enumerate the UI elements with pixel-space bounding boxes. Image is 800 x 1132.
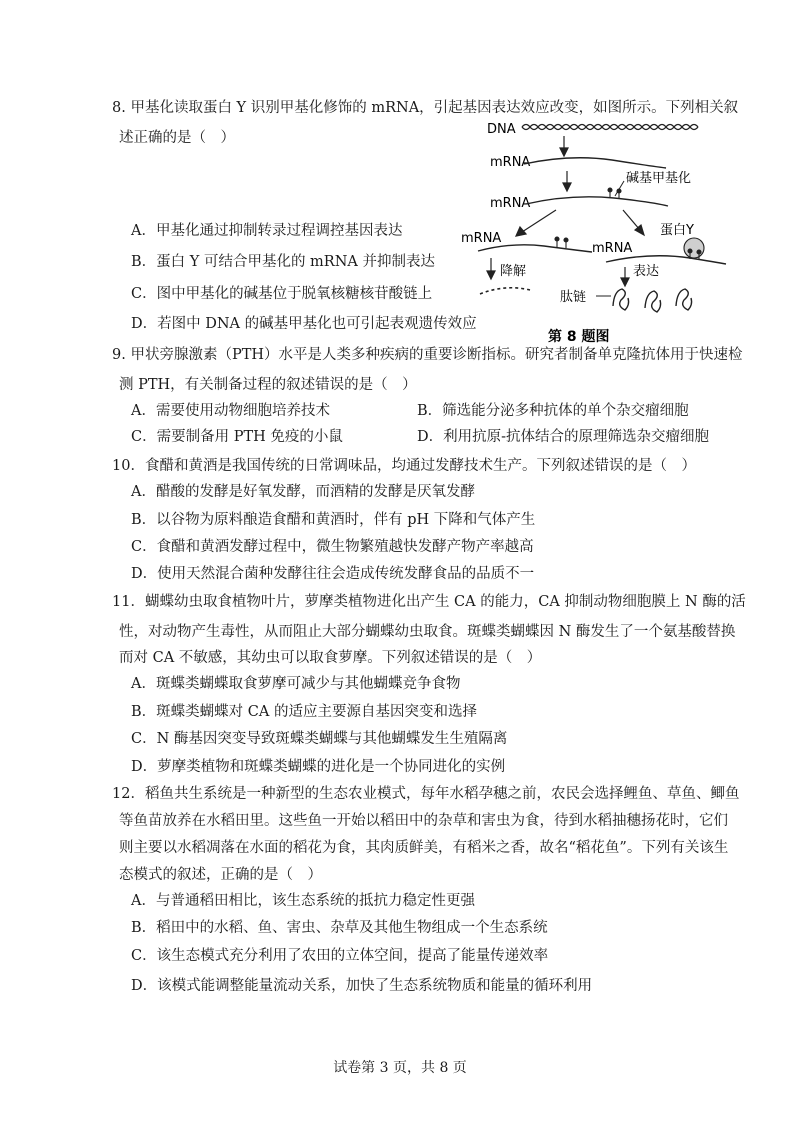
figure-caption: 第 8 题图 <box>548 329 610 345</box>
q11-stem-line3: 而对 CA 不敏感，其幼虫可以取食萝摩。下列叙述错误的是（ ） <box>119 650 542 666</box>
q11-option-c: C．N 酶基因突变导致斑蝶类蝴蝶与其他蝴蝶发生生殖隔离 <box>131 731 508 747</box>
q8-stem-line2: 述正确的是（ ） <box>119 130 235 146</box>
arrow-degradation <box>487 258 495 279</box>
q12-stem-line2: 等鱼苗放养在水稻田里。这些鱼一开始以稻田中的杂草和害虫为食，待到水稻抽穗扬花时，它们 <box>119 813 728 829</box>
q10-option-a: A．醋酸的发酵是好氧发酵，而酒精的发酵是厌氧发酵 <box>131 484 475 500</box>
q10-option-c: C．食醋和黄酒发酵过程中，微生物繁殖越快发酵产物产率越高 <box>131 539 534 555</box>
peptide-chain-icon <box>613 289 692 312</box>
methylation-label: 碱基甲基化 <box>626 171 692 186</box>
q8-option-b: B．蛋白 Y 可结合甲基化的 mRNA 并抑制表达 <box>131 254 435 270</box>
q12-stem-line3: 则主要以水稻凋落在水面的稻花为食，其肉质鲜美，有稻米之香，故名“稻花鱼”。下列有关该生 <box>119 840 729 856</box>
mrna-label-2: mRNA <box>490 196 531 211</box>
dna-helix <box>522 125 698 130</box>
mrna-strand-1 <box>524 158 666 168</box>
q12-option-c: C．该生态模式充分利用了农田的立体空间，提高了能量传递效率 <box>131 948 549 964</box>
q8-stem-line1: 8. 甲基化读取蛋白 Y 识别甲基化修饰的 mRNA，引起基因表达效应改变，如图所示。下列相关叙 <box>112 100 739 116</box>
q10-option-d: D．使用天然混合菌种发酵往往会造成传统发酵食品的品质不一 <box>131 566 535 582</box>
q9-stem-line2: 测 PTH，有关制备过程的叙述错误的是（ ） <box>119 377 417 393</box>
q8-option-d: D．若图中 DNA 的碱基甲基化也可引起表观遗传效应 <box>131 316 477 332</box>
degraded-fragments <box>480 288 530 294</box>
expression-label: 表达 <box>633 264 660 279</box>
mrna-label-4: mRNA <box>592 241 633 256</box>
q12-stem-line1: 12．稻鱼共生系统是一种新型的生态农业模式，每年水稻孕穗之前，农民会选择鲤鱼、草鱼、鲫鱼 <box>112 786 740 802</box>
mrna-strand-4 <box>606 256 726 264</box>
mrna-label-1: mRNA <box>490 155 531 170</box>
q12-option-a: A．与普通稻田相比，该生态系统的抵抗力稳定性更强 <box>131 893 475 909</box>
q12-option-d: D．该模式能调整能量流动关系，加快了生态系统物质和能量的循环利用 <box>131 978 593 994</box>
peptide-label: 肽链 <box>560 290 587 305</box>
q8-option-c: C．图中甲基化的碱基位于脱氧核糖核苷酸链上 <box>131 286 433 302</box>
q10-stem-line1: 10．食醋和黄酒是我国传统的日常调味品，均通过发酵技术生产。下列叙述错误的是（ ） <box>112 458 696 474</box>
q9-option-d: D．利用抗原-抗体结合的原理筛选杂交瘤细胞 <box>417 429 710 445</box>
mrna-label-3: mRNA <box>461 231 502 246</box>
arrow-transcription <box>560 136 568 156</box>
arrow-methylation <box>563 171 571 191</box>
dna-label: DNA <box>487 122 516 137</box>
q11-option-a: A．斑蝶类蝴蝶取食萝摩可减少与其他蝴蝶竞争食物 <box>131 676 461 692</box>
q12-option-b: B．稻田中的水稻、鱼、害虫、杂草及其他生物组成一个生态系统 <box>131 920 548 936</box>
q8-option-a: A．甲基化通过抑制转录过程调控基因表达 <box>131 223 403 239</box>
branch-arrows <box>516 210 644 236</box>
methyl-mark-icon-left <box>555 237 568 248</box>
q11-stem-line1: 11．蝴蝶幼虫取食植物叶片，萝摩类植物进化出产生 CA 的能力，CA 抑制动物细胞膜上 N 酶的活 <box>112 594 746 610</box>
q12-stem-line4: 态模式的叙述，正确的是（ ） <box>119 867 322 883</box>
q9-option-b: B．筛选能分泌多种抗体的单个杂交瘤细胞 <box>417 403 689 419</box>
page-footer: 试卷第 3 页，共 8 页 <box>333 1060 467 1076</box>
mrna-strand-2 <box>526 197 668 206</box>
q10-option-b: B．以谷物为原料酿造食醋和黄酒时，伴有 pH 下降和气体产生 <box>131 512 536 528</box>
protein-y-label: 蛋白Y <box>660 223 694 238</box>
q11-option-d: D．萝摩类植物和斑蝶类蝴蝶的进化是一个协同进化的实例 <box>131 759 506 775</box>
q9-option-a: A．需要使用动物细胞培养技术 <box>131 403 330 419</box>
q9-option-c: C．需要制备用 PTH 免疫的小鼠 <box>131 429 343 445</box>
protein-y-icon <box>684 238 704 258</box>
q11-option-b: B．斑蝶类蝴蝶对 CA 的适应主要源自基因突变和选择 <box>131 704 477 720</box>
arrow-expression <box>621 267 629 286</box>
degradation-label: 降解 <box>500 264 527 279</box>
q11-stem-line2: 性，对动物产生毒性，从而阻止大部分蝴蝶幼虫取食。斑蝶类蝴蝶因 N 酶发生了一个氨基酸替换 <box>119 624 736 640</box>
q8-figure <box>455 112 755 348</box>
q9-stem-line1: 9. 甲状旁腺激素（PTH）水平是人类多种疾病的重要诊断指标。研究者制备单克隆抗体用于快速检 <box>112 347 743 363</box>
